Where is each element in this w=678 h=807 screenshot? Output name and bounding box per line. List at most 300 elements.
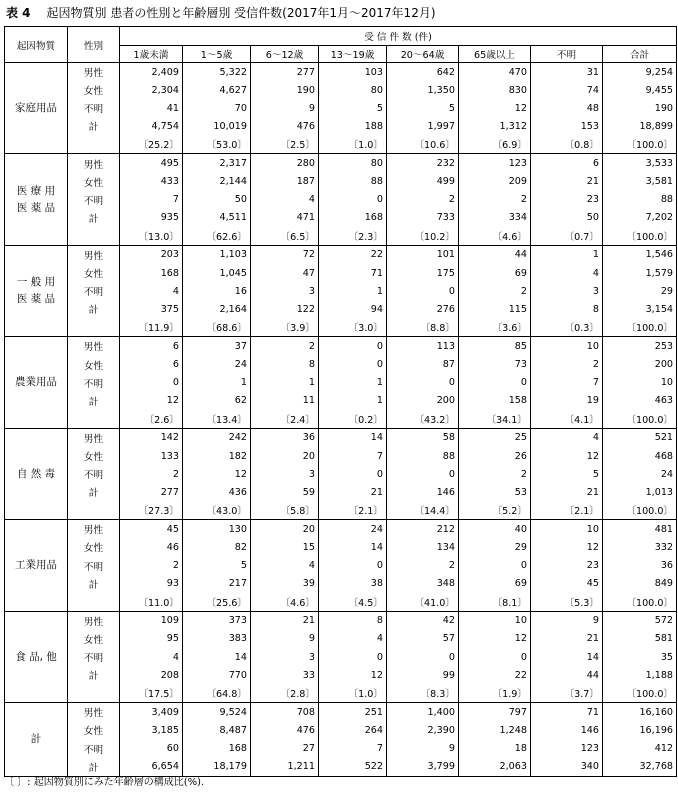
value-cell: 153 [531, 117, 603, 135]
sex-label: 女性 [68, 447, 120, 465]
value-cell: 2,317 [183, 154, 251, 173]
cause-category: 家庭用品 [5, 63, 68, 154]
value-cell: 146 [531, 721, 603, 739]
value-cell: 〔4.1〕 [531, 410, 603, 429]
value-cell: 31 [531, 63, 603, 82]
table-row [5, 81, 677, 99]
value-cell: 0 [319, 356, 387, 374]
sex-label: 計 [68, 300, 120, 318]
table-row [5, 520, 677, 539]
value-cell: 7 [319, 447, 387, 465]
cause-category: 食 品, 他 [5, 611, 68, 702]
value-cell: 830 [459, 81, 531, 99]
value-cell: 12 [459, 99, 531, 117]
value-cell: 208 [120, 666, 183, 684]
value-cell: 1,400 [387, 703, 459, 722]
value-cell: 24 [603, 465, 677, 483]
value-cell: 123 [459, 154, 531, 173]
value-cell: 251 [319, 703, 387, 722]
value-cell: 71 [531, 703, 603, 722]
value-cell: 35 [603, 648, 677, 666]
sex-label [68, 135, 120, 154]
value-cell: 〔0.7〕 [531, 227, 603, 246]
value-cell: 10 [531, 337, 603, 356]
table-row [5, 410, 677, 429]
value-cell: 44 [531, 666, 603, 684]
value-cell: 168 [120, 264, 183, 282]
sex-label: 男性 [68, 703, 120, 722]
table-row [5, 173, 677, 191]
value-cell: 〔5.3〕 [531, 593, 603, 612]
value-cell: 12 [183, 465, 251, 483]
sex-label: 女性 [68, 538, 120, 556]
value-cell: 〔53.0〕 [183, 135, 251, 154]
value-cell: 242 [183, 428, 251, 447]
value-cell: 94 [319, 300, 387, 318]
value-cell: 168 [183, 739, 251, 757]
value-cell: 4 [120, 282, 183, 300]
value-cell: 1,350 [387, 81, 459, 99]
value-cell: 5 [319, 99, 387, 117]
value-cell: 1 [531, 245, 603, 264]
value-cell: 130 [183, 520, 251, 539]
value-cell: 340 [531, 758, 603, 777]
value-cell: 481 [603, 520, 677, 539]
value-cell: 7,202 [603, 209, 677, 227]
value-cell: 2 [531, 356, 603, 374]
value-cell: 〔5.2〕 [459, 501, 531, 520]
sex-label: 計 [68, 209, 120, 227]
value-cell: 5 [387, 99, 459, 117]
table-row [5, 465, 677, 483]
value-cell: 15 [251, 538, 319, 556]
sex-label [68, 227, 120, 246]
value-cell: 33 [251, 666, 319, 684]
value-cell: 〔2.6〕 [120, 410, 183, 429]
table-row [5, 428, 677, 447]
value-cell: 99 [387, 666, 459, 684]
value-cell: 1,103 [183, 245, 251, 264]
value-cell: 572 [603, 611, 677, 630]
value-cell: 209 [459, 173, 531, 191]
value-cell: 3,154 [603, 300, 677, 318]
value-cell: 797 [459, 703, 531, 722]
header-sex: 性別 [68, 27, 120, 63]
value-cell: 1,188 [603, 666, 677, 684]
value-cell: 〔34.1〕 [459, 410, 531, 429]
value-cell: 22 [459, 666, 531, 684]
sex-label: 計 [68, 483, 120, 501]
value-cell: 276 [387, 300, 459, 318]
sex-label: 女性 [68, 173, 120, 191]
value-cell: 71 [319, 264, 387, 282]
value-cell: 20 [251, 447, 319, 465]
table-row [5, 447, 677, 465]
value-cell: 69 [459, 575, 531, 593]
value-cell: 4,754 [120, 117, 183, 135]
value-cell: 〔10.6〕 [387, 135, 459, 154]
value-cell: 〔5.8〕 [251, 501, 319, 520]
value-cell: 280 [251, 154, 319, 173]
cause-category: 工業用品 [5, 520, 68, 611]
sex-label: 計 [68, 117, 120, 135]
value-cell: 495 [120, 154, 183, 173]
value-cell: 12 [459, 630, 531, 648]
value-cell: 4 [251, 557, 319, 575]
value-cell: 2 [387, 191, 459, 209]
value-cell: 463 [603, 392, 677, 410]
table-row [5, 392, 677, 410]
value-cell: 53 [459, 483, 531, 501]
value-cell: 6,654 [120, 758, 183, 777]
table-row [5, 117, 677, 135]
value-cell: 158 [459, 392, 531, 410]
cause-category: 自 然 毒 [5, 428, 68, 519]
table-row [5, 264, 677, 282]
sex-label: 計 [68, 758, 120, 777]
table-row [5, 99, 677, 117]
sex-label: 不明 [68, 465, 120, 483]
value-cell: 〔0.2〕 [319, 410, 387, 429]
value-cell: 59 [251, 483, 319, 501]
value-cell: 74 [531, 81, 603, 99]
value-cell: 522 [319, 758, 387, 777]
value-cell: 190 [603, 99, 677, 117]
table-row [5, 135, 677, 154]
value-cell: 334 [459, 209, 531, 227]
value-cell: 〔8.3〕 [387, 684, 459, 703]
value-cell: 471 [251, 209, 319, 227]
value-cell: 〔4.5〕 [319, 593, 387, 612]
cause-category: 一 般 用 医 薬 品 [5, 245, 68, 336]
table-row [5, 282, 677, 300]
value-cell: 113 [387, 337, 459, 356]
value-cell: 3,533 [603, 154, 677, 173]
table-row [5, 483, 677, 501]
value-cell: 〔1.9〕 [459, 684, 531, 703]
value-cell: 〔1.0〕 [319, 135, 387, 154]
value-cell: 69 [459, 264, 531, 282]
value-cell: 0 [319, 648, 387, 666]
value-cell: 1 [251, 374, 319, 392]
sex-label: 不明 [68, 648, 120, 666]
value-cell: 〔6.5〕 [251, 227, 319, 246]
value-cell: 212 [387, 520, 459, 539]
value-cell: 581 [603, 630, 677, 648]
value-cell: 85 [459, 337, 531, 356]
value-cell: 0 [387, 282, 459, 300]
sex-label: 計 [68, 575, 120, 593]
value-cell: 〔13.4〕 [183, 410, 251, 429]
column-header: 20～64歳 [387, 46, 459, 63]
value-cell: 2,409 [120, 63, 183, 82]
value-cell: 〔25.2〕 [120, 135, 183, 154]
value-cell: 708 [251, 703, 319, 722]
value-cell: 〔8.1〕 [459, 593, 531, 612]
cause-category: 医 療 用 医 薬 品 [5, 154, 68, 245]
value-cell: 16,196 [603, 721, 677, 739]
sex-label: 男性 [68, 245, 120, 264]
value-cell: 8 [531, 300, 603, 318]
value-cell: 88 [319, 173, 387, 191]
value-cell: 80 [319, 154, 387, 173]
table-row [5, 63, 677, 82]
value-cell: 36 [251, 428, 319, 447]
value-cell: 41 [120, 99, 183, 117]
value-cell: 9 [387, 739, 459, 757]
value-cell: 109 [120, 611, 183, 630]
value-cell: 44 [459, 245, 531, 264]
value-cell: 〔100.0〕 [603, 593, 677, 612]
sex-label: 男性 [68, 611, 120, 630]
value-cell: 〔27.3〕 [120, 501, 183, 520]
sex-label: 計 [68, 666, 120, 684]
value-cell: 12 [531, 538, 603, 556]
value-cell: 373 [183, 611, 251, 630]
table-row [5, 557, 677, 575]
sex-label: 男性 [68, 154, 120, 173]
value-cell: 46 [120, 538, 183, 556]
value-cell: 182 [183, 447, 251, 465]
table-label: 表 4 [6, 6, 31, 20]
value-cell: 1,248 [459, 721, 531, 739]
table-row [5, 721, 677, 739]
value-cell: 14 [319, 428, 387, 447]
value-cell: 4 [251, 191, 319, 209]
value-cell: 18 [459, 739, 531, 757]
value-cell: 2 [387, 557, 459, 575]
value-cell: 168 [319, 209, 387, 227]
value-cell: 〔100.0〕 [603, 684, 677, 703]
sex-label: 女性 [68, 81, 120, 99]
value-cell: 9 [251, 99, 319, 117]
value-cell: 332 [603, 538, 677, 556]
table-row [5, 611, 677, 630]
value-cell: 499 [387, 173, 459, 191]
table-row [5, 245, 677, 264]
value-cell: 436 [183, 483, 251, 501]
value-cell: 39 [251, 575, 319, 593]
value-cell: 〔6.9〕 [459, 135, 531, 154]
value-cell: 〔2.8〕 [251, 684, 319, 703]
value-cell: 48 [531, 99, 603, 117]
value-cell: 383 [183, 630, 251, 648]
value-cell: 1,045 [183, 264, 251, 282]
cause-category: 計 [5, 703, 68, 776]
value-cell: 203 [120, 245, 183, 264]
column-header: 不明 [531, 46, 603, 63]
value-cell: 1,546 [603, 245, 677, 264]
table-row [5, 374, 677, 392]
value-cell: 468 [603, 447, 677, 465]
sex-label: 計 [68, 392, 120, 410]
header-cause: 起因物質 [5, 27, 68, 63]
value-cell: 770 [183, 666, 251, 684]
value-cell: 142 [120, 428, 183, 447]
value-cell: 10 [531, 520, 603, 539]
table-row [5, 648, 677, 666]
value-cell: 9 [531, 611, 603, 630]
value-cell: 935 [120, 209, 183, 227]
value-cell: 14 [319, 538, 387, 556]
cause-category: 農業用品 [5, 337, 68, 428]
value-cell: 〔11.9〕 [120, 318, 183, 337]
value-cell: 1,211 [251, 758, 319, 777]
value-cell: 0 [459, 648, 531, 666]
sex-label: 不明 [68, 191, 120, 209]
value-cell: 9 [251, 630, 319, 648]
table-row [5, 209, 677, 227]
header-group: 受 信 件 数 (件) [120, 27, 677, 46]
value-cell: 264 [319, 721, 387, 739]
value-cell: 60 [120, 739, 183, 757]
table-row [5, 630, 677, 648]
value-cell: 0 [387, 374, 459, 392]
value-cell: 5 [183, 557, 251, 575]
value-cell: 〔43.2〕 [387, 410, 459, 429]
value-cell: 45 [120, 520, 183, 539]
value-cell: 10,019 [183, 117, 251, 135]
value-cell: 0 [319, 337, 387, 356]
value-cell: 36 [603, 557, 677, 575]
value-cell: 2 [459, 282, 531, 300]
sex-label: 不明 [68, 282, 120, 300]
sex-label: 男性 [68, 63, 120, 82]
table-row [5, 538, 677, 556]
value-cell: 26 [459, 447, 531, 465]
value-cell: 134 [387, 538, 459, 556]
table-row [5, 501, 677, 520]
value-cell: 7 [531, 374, 603, 392]
value-cell: 〔3.0〕 [319, 318, 387, 337]
value-cell: 〔0.3〕 [531, 318, 603, 337]
column-header: 1～5歳 [183, 46, 251, 63]
value-cell: 45 [531, 575, 603, 593]
value-cell: 21 [531, 173, 603, 191]
value-cell: 19 [531, 392, 603, 410]
value-cell: 50 [531, 209, 603, 227]
value-cell: 3 [251, 648, 319, 666]
column-header: 6～12歳 [251, 46, 319, 63]
table-row [5, 739, 677, 757]
value-cell: 27 [251, 739, 319, 757]
value-cell: 9,455 [603, 81, 677, 99]
value-cell: 〔64.8〕 [183, 684, 251, 703]
value-cell: 16 [183, 282, 251, 300]
value-cell: 〔3.7〕 [531, 684, 603, 703]
value-cell: 37 [183, 337, 251, 356]
value-cell: 12 [319, 666, 387, 684]
value-cell: 23 [531, 557, 603, 575]
value-cell: 10 [459, 611, 531, 630]
value-cell: 277 [251, 63, 319, 82]
value-cell: 〔100.0〕 [603, 135, 677, 154]
sex-label [68, 684, 120, 703]
value-cell: 〔3.6〕 [459, 318, 531, 337]
value-cell: 2 [459, 191, 531, 209]
value-cell: 93 [120, 575, 183, 593]
value-cell: 200 [603, 356, 677, 374]
value-cell: 476 [251, 117, 319, 135]
value-cell: 277 [120, 483, 183, 501]
value-cell: 2,063 [459, 758, 531, 777]
value-cell: 88 [387, 447, 459, 465]
sex-label: 不明 [68, 557, 120, 575]
value-cell: 253 [603, 337, 677, 356]
value-cell: 476 [251, 721, 319, 739]
value-cell: 412 [603, 739, 677, 757]
value-cell: 175 [387, 264, 459, 282]
value-cell: 2,164 [183, 300, 251, 318]
value-cell: 4 [531, 264, 603, 282]
sex-label [68, 593, 120, 612]
value-cell: 1,312 [459, 117, 531, 135]
value-cell: 12 [531, 447, 603, 465]
value-cell: 24 [183, 356, 251, 374]
value-cell: 〔62.6〕 [183, 227, 251, 246]
value-cell: 〔4.6〕 [251, 593, 319, 612]
value-cell: 0 [387, 465, 459, 483]
value-cell: 190 [251, 81, 319, 99]
value-cell: 42 [387, 611, 459, 630]
value-cell: 3 [531, 282, 603, 300]
value-cell: 0 [387, 648, 459, 666]
value-cell: 0 [459, 374, 531, 392]
value-cell: 40 [459, 520, 531, 539]
value-cell: 〔100.0〕 [603, 227, 677, 246]
table-row [5, 593, 677, 612]
value-cell: 733 [387, 209, 459, 227]
value-cell: 25 [459, 428, 531, 447]
value-cell: 375 [120, 300, 183, 318]
value-cell: 2,304 [120, 81, 183, 99]
value-cell: 〔2.5〕 [251, 135, 319, 154]
value-cell: 12 [120, 392, 183, 410]
value-cell: 88 [603, 191, 677, 209]
value-cell: 1 [183, 374, 251, 392]
table-row [5, 191, 677, 209]
value-cell: 1 [319, 392, 387, 410]
value-cell: 5,322 [183, 63, 251, 82]
value-cell: 23 [531, 191, 603, 209]
value-cell: 200 [387, 392, 459, 410]
value-cell: 1 [319, 374, 387, 392]
value-cell: 〔100.0〕 [603, 318, 677, 337]
value-cell: 〔2.4〕 [251, 410, 319, 429]
table-row [5, 337, 677, 356]
table-row [5, 154, 677, 173]
value-cell: 2,390 [387, 721, 459, 739]
sex-label: 不明 [68, 739, 120, 757]
value-cell: 1,579 [603, 264, 677, 282]
value-cell: 〔2.3〕 [319, 227, 387, 246]
value-cell: 2,144 [183, 173, 251, 191]
value-cell: 〔41.0〕 [387, 593, 459, 612]
table-row [5, 703, 677, 722]
value-cell: 24 [319, 520, 387, 539]
value-cell: 849 [603, 575, 677, 593]
value-cell: 3 [251, 465, 319, 483]
value-cell: 0 [459, 557, 531, 575]
value-cell: 73 [459, 356, 531, 374]
value-cell: 6 [531, 154, 603, 173]
table-row [5, 684, 677, 703]
sex-label: 男性 [68, 428, 120, 447]
value-cell: 4 [319, 630, 387, 648]
value-cell: 8 [319, 611, 387, 630]
value-cell: 〔17.5〕 [120, 684, 183, 703]
value-cell: 1,997 [387, 117, 459, 135]
